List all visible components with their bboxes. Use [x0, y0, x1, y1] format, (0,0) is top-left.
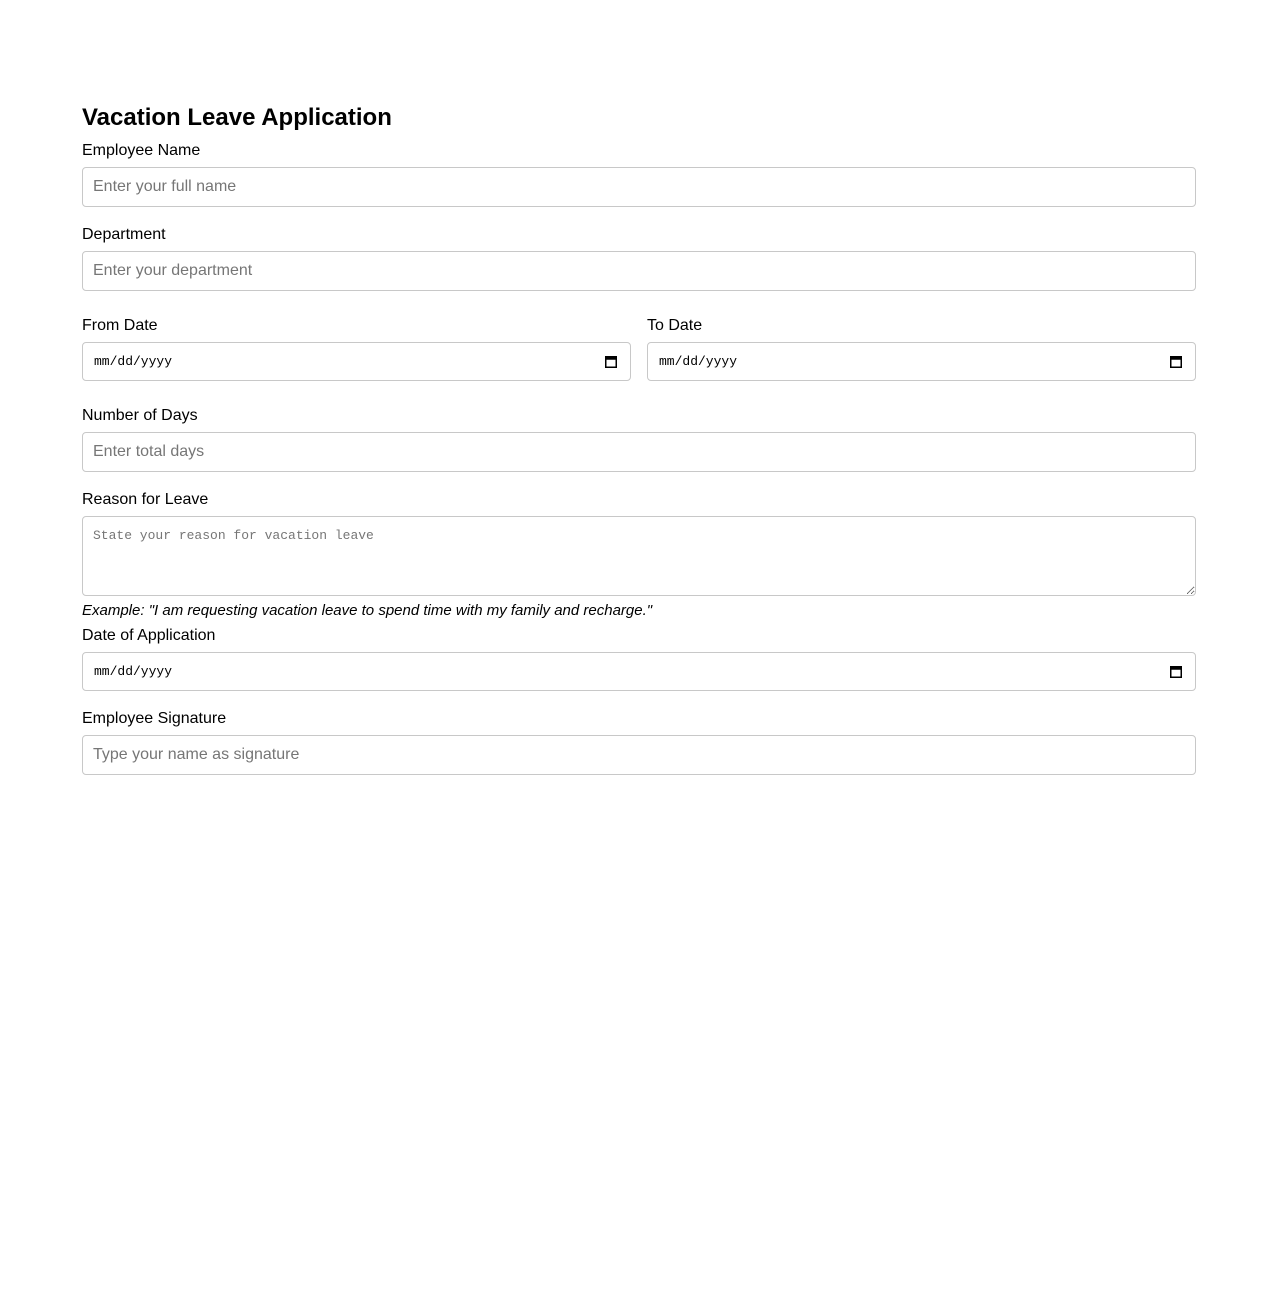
date-of-application-label: Date of Application	[82, 627, 216, 644]
calendar-icon[interactable]	[1170, 665, 1182, 678]
to-date-group	[647, 310, 1196, 400]
employee-name-label: Employee Name	[82, 142, 201, 159]
to-date-label: To Date	[647, 317, 703, 334]
reason-textarea[interactable]	[82, 516, 1196, 596]
number-of-days-label: Number of Days	[82, 407, 198, 424]
signature-label: Employee Signature	[82, 710, 227, 727]
date-of-application-placeholder: mm/dd/yyyy	[94, 664, 173, 679]
reason-label: Reason for Leave	[82, 491, 209, 508]
date-of-application-input[interactable]	[82, 652, 1196, 691]
to-date-input[interactable]	[647, 342, 1196, 381]
department-input[interactable]	[82, 251, 1196, 291]
to-date-placeholder: mm/dd/yyyy	[659, 354, 738, 369]
from-date-group	[82, 310, 631, 400]
employee-name-input[interactable]	[82, 167, 1196, 207]
page-title: Vacation Leave Application	[82, 104, 392, 131]
from-date-label: From Date	[82, 317, 158, 334]
department-label: Department	[82, 226, 166, 243]
date-range-row	[82, 310, 1196, 400]
from-date-input[interactable]	[82, 342, 631, 381]
signature-input[interactable]	[82, 735, 1196, 775]
number-of-days-input[interactable]	[82, 432, 1196, 472]
from-date-placeholder: mm/dd/yyyy	[94, 354, 173, 369]
calendar-icon[interactable]	[605, 355, 617, 368]
calendar-icon[interactable]	[1170, 355, 1182, 368]
reason-example-text: Example: "I am requesting vacation leave to spend time with my family and recharge."	[82, 602, 653, 619]
vacation-leave-form	[82, 100, 1196, 794]
